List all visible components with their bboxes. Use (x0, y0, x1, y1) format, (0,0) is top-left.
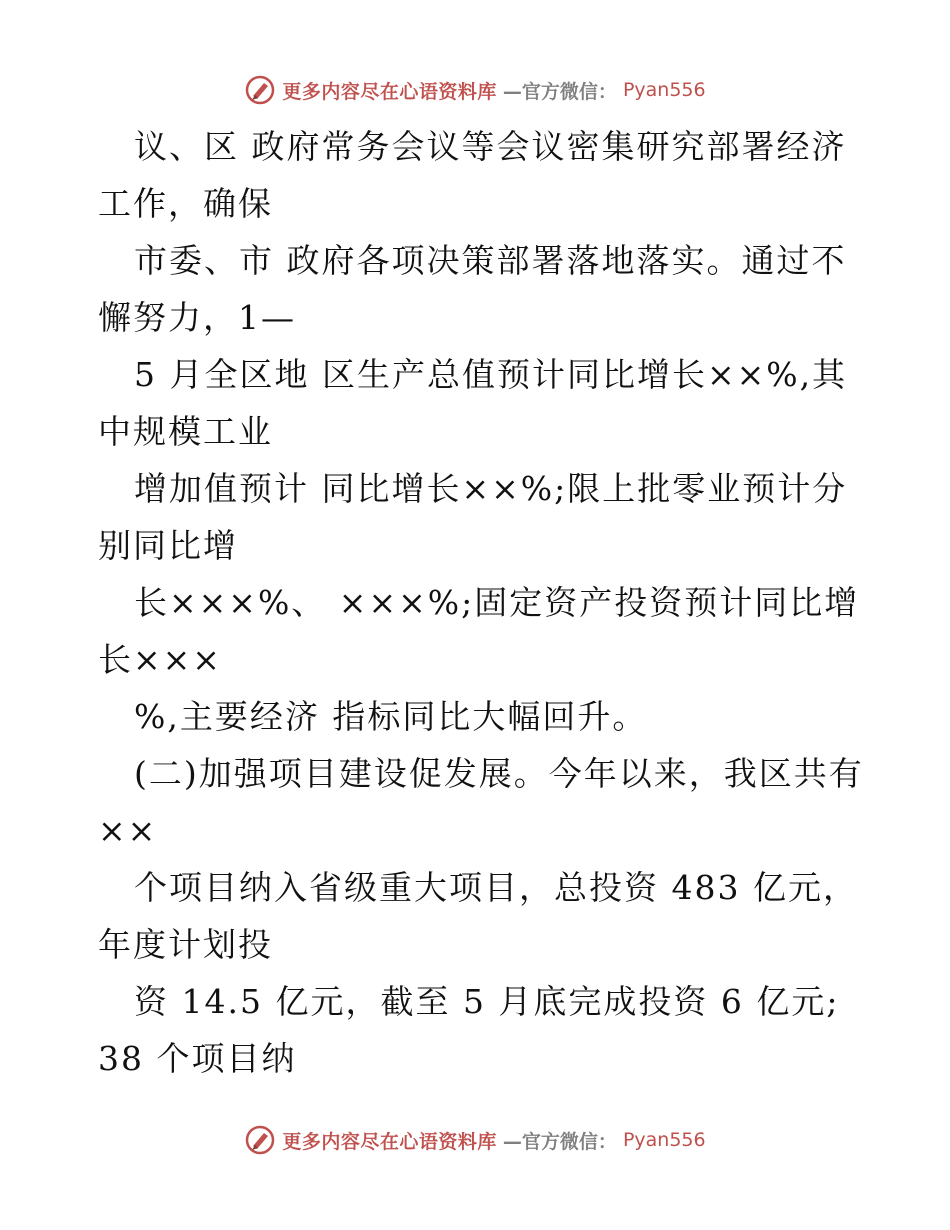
body-line: 个项目纳入省级重大项目，总投资 483 亿元， (134, 868, 858, 907)
body-line: 38 个项目纳 (98, 1039, 297, 1078)
watermark-brand-text: 更多内容尽在心语资料库 (282, 80, 497, 103)
body-line: 5 月全区地 区生产总值预计同比增长××%,其 (134, 355, 848, 394)
body-line: 长××× (98, 640, 222, 679)
body-line: %,主要经济 指标同比大幅回升。 (134, 697, 648, 736)
watermark-wechat-id: Pyan556 (622, 1129, 706, 1151)
footer-watermark (0, 1120, 950, 1160)
body-line: 长×××%、 ×××%;固定资产投资预计同比增 (134, 583, 860, 622)
document-body (98, 118, 864, 1087)
body-line: 增加值预计 同比增长××%;限上批零业预计分 (134, 469, 848, 508)
section-heading-line: (二)加强项目建设促发展。今年以来，我区共有 (134, 754, 864, 793)
watermark-wechat-id: Pyan556 (622, 79, 706, 101)
body-line: 别同比增 (98, 526, 238, 565)
body-line: 年度计划投 (98, 925, 273, 964)
body-line: 中规模工业 (98, 412, 273, 451)
body-line: 工作，确保 (98, 184, 273, 223)
body-line: 资 14.5 亿元，截至 5 月底完成投资 6 亿元; (134, 982, 840, 1021)
watermark-separator: —官方微信： (502, 1130, 617, 1153)
watermark-separator: —官方微信： (502, 80, 617, 103)
body-line: 懈努力，1— (98, 298, 296, 337)
brand-logo-icon (244, 1124, 276, 1156)
brand-logo-icon (244, 74, 276, 106)
body-line: ×× (98, 811, 158, 850)
header-watermark (0, 70, 950, 110)
body-line: 议、区 政府常务会议等会议密集研究部署经济 (134, 127, 847, 166)
body-line: 市委、市 政府各项决策部署落地落实。通过不 (134, 241, 847, 280)
watermark-brand-text: 更多内容尽在心语资料库 (282, 1130, 497, 1153)
